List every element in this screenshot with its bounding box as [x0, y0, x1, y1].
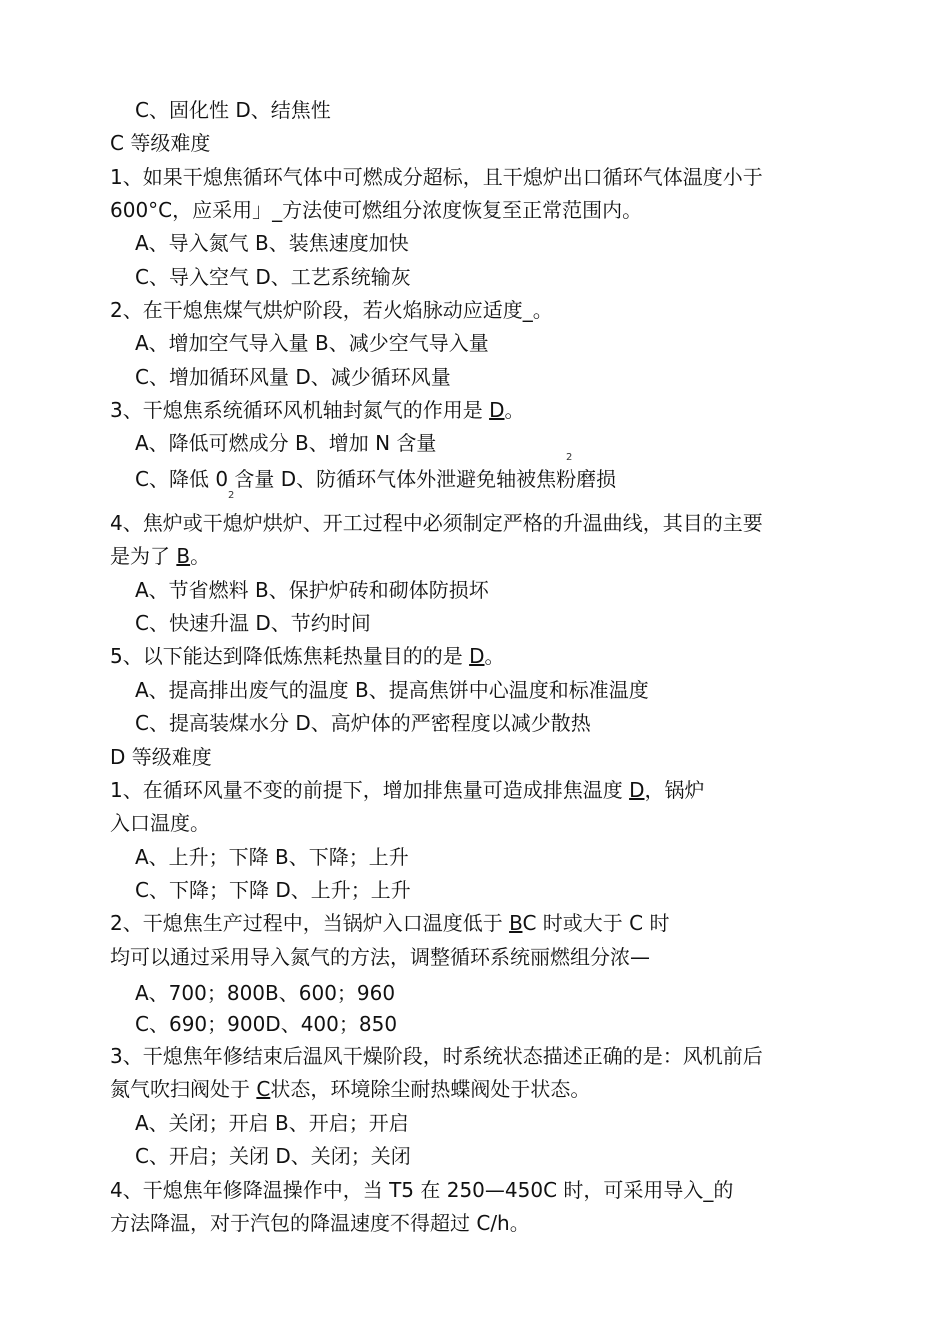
question-text [110, 642, 505, 670]
option-line: A、上升；下降 B、下降；上升 [135, 845, 409, 869]
question-prefix: 2、干熄焦生产过程中，当锅炉入口温度低于 [110, 911, 510, 935]
answer-mark: B [176, 544, 191, 568]
option-line: C、提高装煤水分 D、高炉体的严密程度以减少散热 [135, 711, 591, 735]
question-text: 方法降温，对于汽包的降温速度不得超过 C/h。 [110, 1211, 530, 1235]
question-text: 3、干熄焦年修结束后温风干燥阶段，时系统状态描述正确的是：风机前后 [110, 1044, 763, 1068]
question-text: 600°C，应采用」_方法使可燃组分浓度恢复至正常范围内。 [110, 198, 643, 222]
question-prefix: 3、干熄焦系统循环风机轴封氮气的作用是 [110, 398, 490, 422]
option-line: A、导入氮气 B、装焦速度加快 [135, 231, 409, 255]
option-line: C、固化性 D、结焦性 [135, 98, 331, 122]
question-prefix: 是为了 [110, 544, 177, 568]
option-line: A、700；800B、600；960 [135, 981, 396, 1005]
question-text: 入口温度。 [110, 811, 210, 835]
answer-mark: C [256, 1077, 271, 1101]
option-line: A、提高排出废气的温度 B、提高焦饼中心温度和标准温度 [135, 678, 649, 702]
option-line: C、增加循环风量 D、减少循环风量 [135, 365, 451, 389]
subscript-mark: 2 [228, 490, 235, 501]
question-prefix: 1、在循环风量不变的前提下，增加排焦量可造成排焦温度 [110, 778, 630, 802]
option-line: A、节省燃料 B、保护炉砖和砌体防损坏 [135, 578, 489, 602]
question-text [110, 1075, 590, 1103]
option-line: C、690；900D、400；850 [135, 1012, 398, 1036]
question-text [110, 542, 210, 570]
answer-mark: B [509, 911, 523, 935]
question-suffix: C 时或大于 C 时 [522, 911, 670, 935]
option-line: C、降低 0 含量 D、防循环气体外泄避免轴被焦粉磨损 [135, 467, 617, 491]
question-text [110, 396, 525, 424]
answer-mark: D [469, 644, 485, 668]
section-heading-d: D 等级难度 [110, 745, 212, 769]
option-line: C、开启；关闭 D、关闭；关闭 [135, 1144, 411, 1168]
option-line: C、下降；下降 D、上升；上升 [135, 878, 411, 902]
option-line: C、导入空气 D、工艺系统输灰 [135, 265, 411, 289]
question-suffix: 。 [190, 544, 211, 568]
option-line: C、快速升温 D、节约时间 [135, 611, 371, 635]
question-suffix: 。 [504, 398, 525, 422]
question-text [110, 776, 705, 804]
question-text: 4、干熄焦年修降温操作中，当 T5 在 250—450C 时，可采用导入_的 [110, 1178, 734, 1202]
question-text: 1、如果干熄焦循环气体中可燃成分超标，且干熄炉出口循环气体温度小于 [110, 165, 763, 189]
question-suffix: 。 [484, 644, 505, 668]
question-suffix: ，锅炉 [644, 778, 705, 802]
question-prefix: 5、以下能达到降低炼焦耗热量目的的是 [110, 644, 470, 668]
answer-mark: D [489, 398, 505, 422]
answer-mark: D [629, 778, 645, 802]
question-text: 4、焦炉或干熄炉烘炉、开工过程中必须制定严格的升温曲线，其目的主要 [110, 511, 763, 535]
question-suffix: 状态，环境除尘耐热蝶阀处于状态。 [270, 1077, 591, 1101]
question-prefix: 氮气吹扫阀处于 [110, 1077, 257, 1101]
question-text [110, 909, 669, 937]
option-line: A、增加空气导入量 B、减少空气导入量 [135, 331, 489, 355]
section-heading-c: C 等级难度 [110, 131, 211, 155]
question-text: 均可以通过采用导入氮气的方法，调整循环系统丽燃组分浓— [110, 945, 650, 969]
question-text: 2、在干熄焦煤气烘炉阶段，若火焰脉动应适度_。 [110, 298, 553, 322]
superscript-mark: 2 [566, 452, 573, 463]
option-line: A、降低可燃成分 B、增加 N 含量 [135, 431, 437, 455]
option-line: A、关闭；开启 B、开启；开启 [135, 1111, 409, 1135]
